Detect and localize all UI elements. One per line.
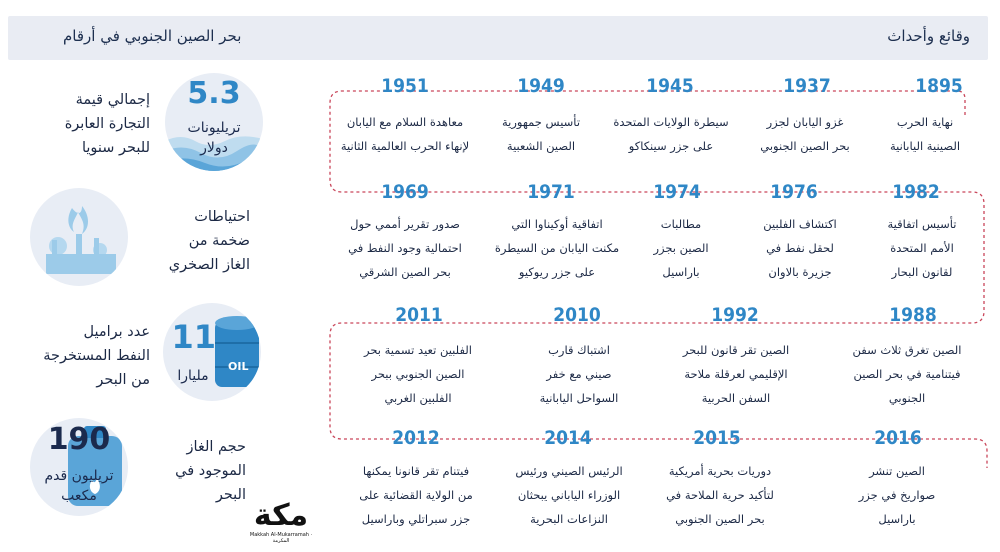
logo-subtext: Makkah Al-Mukarramah · المكرمة xyxy=(249,532,313,544)
gas-stat-circle xyxy=(30,188,128,286)
timeline-year: 1976 xyxy=(770,181,818,203)
timeline-event: مطالبات الصين بجزر باراسيل xyxy=(653,217,709,279)
timeline-year: 1937 xyxy=(783,75,831,97)
timeline-event: الرئيس الصيني ورئيس الوزراء الياباني يبحثان النزاعات البحرية xyxy=(515,464,623,526)
gas-plant-icon xyxy=(30,188,128,286)
timeline-year: 2011 xyxy=(395,304,443,326)
timeline-year: 1969 xyxy=(381,181,429,203)
oil-barrel-label: OIL xyxy=(228,360,249,373)
logo-text: مكة xyxy=(253,498,309,533)
timeline-year: 1988 xyxy=(889,304,937,326)
timeline-event: نهاية الحرب الصينية اليابانية xyxy=(889,115,961,153)
timeline-year: 1992 xyxy=(711,304,759,326)
timeline-event: اشتباك قارب صيني مع خفر السواحل اليابانية xyxy=(539,343,619,405)
timeline-event: الصين تغرق ثلاث سفن فيتنامية في بحر الصين الجنوبي xyxy=(852,343,962,405)
gas-volume-unit: تريليون قدم مكعب xyxy=(44,468,114,504)
timeline-year: 1949 xyxy=(517,75,565,97)
stats-section-title: بحر الصين الجنوبي في أرقام xyxy=(63,27,242,45)
timeline-event: تأسيس جمهورية الصين الشعبية xyxy=(501,115,581,153)
timeline-year: 2010 xyxy=(553,304,601,326)
timeline-year: 1974 xyxy=(653,181,701,203)
timeline-event: اكتشاف الفلبين لحقل نفط في جزيرة بالاوان xyxy=(763,217,837,279)
trade-label: إجمالي قيمة التجارة العابرة للبحر سنويا xyxy=(64,92,150,156)
timeline-year: 2014 xyxy=(544,427,592,449)
timeline-year: 1945 xyxy=(646,75,694,97)
timeline-event: صدور تقرير أممي حول احتمالية وجود النفط في بحر الصين الشرقي xyxy=(348,217,462,279)
timeline-year: 1951 xyxy=(381,75,429,97)
timeline-event: غزو اليابان لجزر بحر الصين الجنوبي xyxy=(760,115,850,153)
gas-volume-label: حجم الغاز الموجود في البحر xyxy=(175,439,246,503)
timeline-event: تأسيس اتفاقية الأمم المتحدة لقانون البحار xyxy=(887,217,957,279)
oil-label: عدد براميل النفط المستخرجة من البحر xyxy=(43,324,150,388)
oil-unit: مليارا xyxy=(177,368,209,384)
gas-volume-value: 190 xyxy=(47,422,111,457)
gas-reserves-label: احتياطات ضخمة من الغاز الصخري xyxy=(168,209,250,273)
timeline-event: دوريات بحرية أمريكية لتأكيد حرية الملاحة في بحر الصين الجنوبي xyxy=(666,464,774,526)
timeline-event: فيتنام تقر قانونا يمكنها من الولاية القضائية على جزر سبراتلي وباراسيل xyxy=(359,464,473,526)
timeline-event: سيطرة الولايات المتحدة على جزر سينكاكو xyxy=(613,115,729,153)
timeline-event: الفلبين تعيد تسمية بحر الصين الجنوبي ببحر الفلبين الغربي xyxy=(364,343,472,405)
timeline-event: اتفاقية أوكيناوا التي مكنت اليابان من السيطرة على جزر ريوكيو xyxy=(494,217,620,279)
timeline-event: الصين تنشر صواريخ في جزر باراسيل xyxy=(858,464,936,526)
timeline-event: معاهدة السلام مع اليابان لإنهاء الحرب العالمية الثانية xyxy=(340,115,470,153)
trade-unit: تريليونات دولار xyxy=(187,120,241,156)
makkah-logo xyxy=(248,500,314,544)
timeline-event: الصين تقر قانون للبحر الإقليمي لعرقلة ملاحة السفن الحربية xyxy=(682,343,790,405)
timeline-section-title: وقائع وأحداث xyxy=(887,27,970,45)
timeline-year: 2012 xyxy=(392,427,440,449)
oil-value: 11 xyxy=(171,318,216,356)
timeline-year: 1982 xyxy=(892,181,940,203)
timeline-year: 1895 xyxy=(915,75,963,97)
timeline-year: 1971 xyxy=(527,181,575,203)
timeline-year: 2015 xyxy=(693,427,741,449)
trade-value: 5.3 xyxy=(187,76,241,111)
timeline-year: 2016 xyxy=(874,427,922,449)
